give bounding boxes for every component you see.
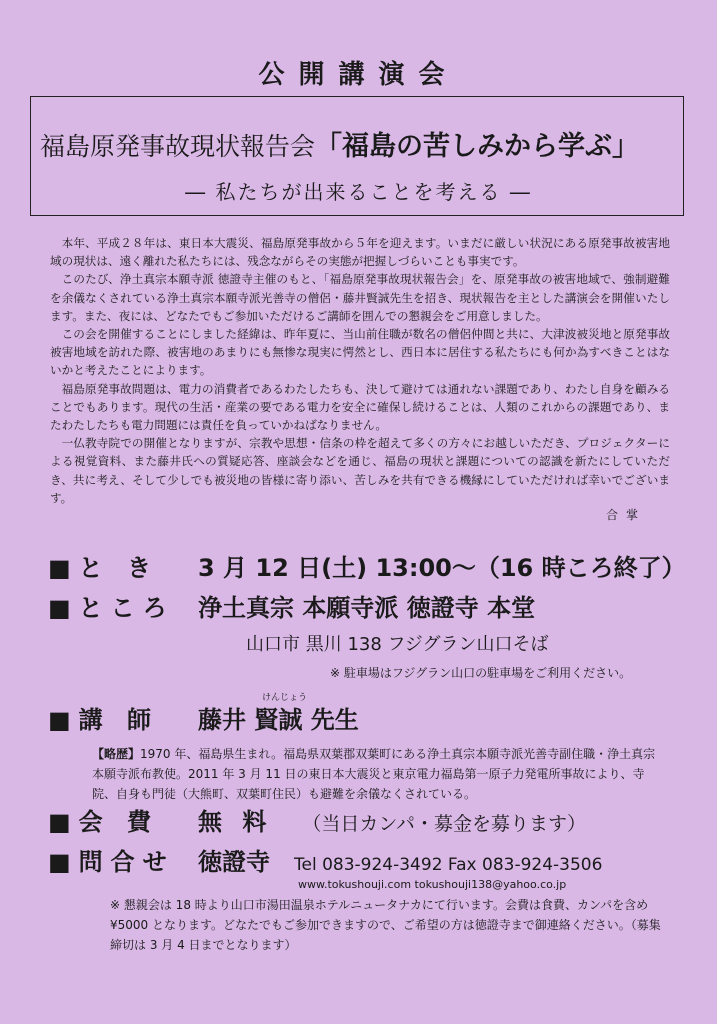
parking-note: ※ 駐車場はフジグラン山口の駐車場をご利用ください。 xyxy=(330,666,632,680)
body-text xyxy=(50,234,670,507)
web-email: www.tokushouji.com tokushouji138@yahoo.co.jp xyxy=(298,878,567,891)
contact-label: ■問合せ xyxy=(48,848,175,876)
body-paragraph: このたび、浄土真宗本願寺派 徳證寺主催のもと、「福島原発事故現状報告会」を、原発事故の被害地域で、強制避難を余儀なくされている浄土真宗本願寺派光善寺の僧侶・藤井賢誠先生を招き、現状報告を主とした講演会を開催いたします。また、夜には、どなたでもご参加いただけるご講師を囲んでの懇親会をご用意しました。 xyxy=(50,272,670,323)
date-row xyxy=(48,548,686,583)
place-label: ■ところ xyxy=(48,594,175,622)
lecturer-name: 藤井 賢誠 先生 xyxy=(198,706,359,734)
fee-note: （当日カンパ・募金を募ります） xyxy=(302,813,587,835)
contact-row xyxy=(48,842,602,877)
lecturer-bio xyxy=(92,744,662,804)
party-note: ※ 懇親会は 18 時より山口市湯田温泉ホテルニュータナカにて行います。会費は食費、カンパを含め¥5000 となります。どなたでもご参加できますので、ご希望の方は徳證寺まで御連絡ください。（募集締切は 3 月 4 日までとなります） xyxy=(110,898,661,952)
bio-tag: 【略歴】 xyxy=(92,747,141,761)
body-paragraph: 本年、平成２８年は、東日本大震災、福島原発事故から５年を迎えます。いまだに厳しい状況にある原発事故被害地域の現状は、遠く離れた私たちには、残念ながらその実態が把握しづらいことも事実です。 xyxy=(50,236,670,269)
fee-row xyxy=(48,802,586,837)
body-paragraph: この会を開催することにしました経緯は、昨年夏に、当山前住職が数名の僧侶仲間と共に、大津波被災地と原発事故被害地域を訪れた際、被害地のあまりにも無惨な現実に愕然とし、西日本に居住する私たちにも何か為すべきことはないかと考えたことによります。 xyxy=(50,327,670,378)
event-type-heading: 公開講演会 xyxy=(258,60,459,90)
closing-gassho: 合掌 xyxy=(606,508,647,522)
contact-value: 徳證寺 xyxy=(198,848,270,876)
lecturer-ruby: けんじょう xyxy=(262,693,308,703)
event-subtitle: ― 私たちが出来ることを考える ― xyxy=(185,180,532,204)
fee-label: ■会 費 xyxy=(48,808,160,836)
fee-value: 無 料 xyxy=(198,808,273,836)
body-paragraph: 一仏教寺院での開催となりますが、宗教や思想・信条の枠を超えて多くの方々にお越しいただき、プロジェクターによる視覚資料、また藤井氏への質疑応答、座談会などを通じ、福島の現状と課題についての認識を新たにしていただき、共に考え、そして少しでも被災地の皆様に寄り添い、苦しみを共有できる機縁にしていただければ幸いでございます。 xyxy=(50,436,670,505)
place-row xyxy=(48,588,535,623)
event-title xyxy=(40,124,680,163)
contact-phone: Tel 083-924-3492 Fax 083-924-3506 xyxy=(294,855,603,875)
date-label: ■と き xyxy=(48,554,160,582)
date-value: 3 月 12 日(土) 13:00～（16 時ころ終了） xyxy=(198,554,686,582)
event-title-prefix: 福島原発事故現状報告会 xyxy=(40,132,316,161)
place-value: 浄土真宗 本願寺派 徳證寺 本堂 xyxy=(198,594,536,622)
lecturer-row xyxy=(48,700,359,735)
body-paragraph: 福島原発事故問題は、電力の消費者であるわたしたちも、決して避けては通れない課題であり、わたし自身を顧みることでもあります。現代の生活・産業の要である電力を安全に確保し続けることは、人類のこれからの課題であり、またわたしたちも電力問題には責任を負っていかねばなりません。 xyxy=(50,381,670,433)
lecturer-label: ■講 師 xyxy=(48,706,160,734)
bio-text: 1970 年、福島県生まれ。福島県双葉郡双葉町にある浄土真宗本願寺派光善寺副住職・浄土真宗本願寺派布教使。2011 年 3 月 11 日の東日本大震災と東京電力福島第一原子力発電所事故により、寺院、自身も門徒（大熊町、双葉町住民）も避難を余儀なくされている。 xyxy=(92,747,656,801)
event-title-quote: 「福島の苦しみから学ぶ」 xyxy=(315,131,640,162)
address: 山口市 黒川 138 フジグラン山口そば xyxy=(246,634,549,655)
